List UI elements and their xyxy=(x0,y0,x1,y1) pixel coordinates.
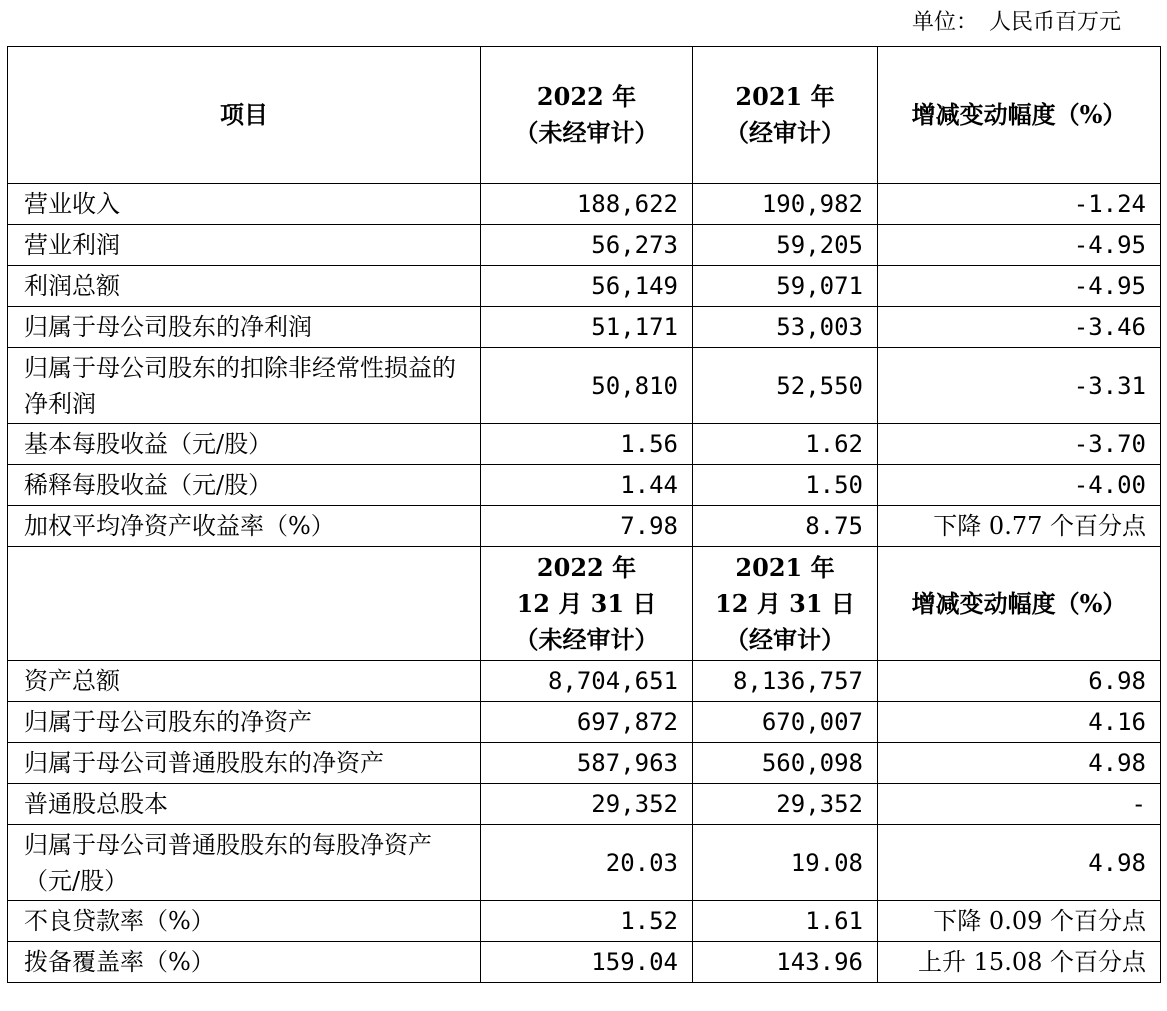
value-change: -4.95 xyxy=(878,266,1161,307)
header-2021-date-year: 2021 年 xyxy=(735,552,835,582)
value-2021: 59,071 xyxy=(693,266,878,307)
value-2022: 29,352 xyxy=(481,784,693,825)
header-2022-date-day: 12 月 31 日 xyxy=(516,588,657,618)
row-label: 加权平均净资产收益率（%） xyxy=(8,506,481,547)
header-2022 xyxy=(481,47,693,184)
value-2022: 1.44 xyxy=(481,465,693,506)
row-label: 营业利润 xyxy=(8,225,481,266)
header-2022-date-year: 2022 年 xyxy=(536,552,637,582)
value-2021: 19.08 xyxy=(693,825,878,901)
table-row xyxy=(8,743,1161,784)
value-2022: 8,704,651 xyxy=(481,661,693,702)
header-2022-year: 2022 年 xyxy=(536,82,637,111)
row-label: 归属于母公司股东的净资产 xyxy=(8,702,481,743)
value-2021: 190,982 xyxy=(693,184,878,225)
value-2022: 56,273 xyxy=(481,225,693,266)
row-label: 利润总额 xyxy=(8,266,481,307)
row-label: 稀释每股收益（元/股） xyxy=(8,465,481,506)
row-label: 普通股总股本 xyxy=(8,784,481,825)
row-label: 营业收入 xyxy=(8,184,481,225)
header-2021-date xyxy=(693,547,878,661)
header-row-period xyxy=(8,47,1161,184)
value-2021: 53,003 xyxy=(693,307,878,348)
header-change-2: 增减变动幅度（%） xyxy=(878,547,1161,661)
header-change: 增减变动幅度（%） xyxy=(878,47,1161,184)
value-2022: 51,171 xyxy=(481,307,693,348)
table-row xyxy=(8,784,1161,825)
row-label: 基本每股收益（元/股） xyxy=(8,424,481,465)
header-2021-date-status: （经审计） xyxy=(725,624,845,654)
table-row xyxy=(8,942,1161,983)
table-row xyxy=(8,465,1161,506)
value-2022: 50,810 xyxy=(481,348,693,424)
table-row xyxy=(8,901,1161,942)
value-2021: 8,136,757 xyxy=(693,661,878,702)
header-row-date xyxy=(8,547,1161,661)
value-2022: 1.52 xyxy=(481,901,693,942)
value-2022: 1.56 xyxy=(481,424,693,465)
table-row xyxy=(8,184,1161,225)
value-change: 4.16 xyxy=(878,702,1161,743)
row-label: 归属于母公司股东的扣除非经常性损益的净利润 xyxy=(8,348,481,424)
header-2022-date xyxy=(481,547,693,661)
value-2022: 159.04 xyxy=(481,942,693,983)
row-label: 归属于母公司股东的净利润 xyxy=(8,307,481,348)
header-2021-year: 2021 年 xyxy=(735,82,835,111)
header-2021-status: （经审计） xyxy=(725,118,845,147)
table-row xyxy=(8,225,1161,266)
financial-summary-table xyxy=(7,46,1161,983)
value-change xyxy=(878,942,1161,983)
header-2021-date-day: 12 月 31 日 xyxy=(715,588,855,618)
header-2022-date-status: （未经审计） xyxy=(514,624,659,654)
value-change: -3.70 xyxy=(878,424,1161,465)
value-change xyxy=(878,901,1161,942)
table-row xyxy=(8,266,1161,307)
header-2021 xyxy=(693,47,878,184)
value-change: -3.31 xyxy=(878,348,1161,424)
value-2021: 1.61 xyxy=(693,901,878,942)
value-change xyxy=(878,506,1161,547)
value-change: -4.00 xyxy=(878,465,1161,506)
change-text: 下降 0.09 个百分点 xyxy=(933,907,1146,935)
change-text: 下降 0.77 个百分点 xyxy=(933,512,1146,540)
value-2022: 697,872 xyxy=(481,702,693,743)
header-item: 项目 xyxy=(8,47,481,184)
value-change: - xyxy=(878,784,1161,825)
value-change: -4.95 xyxy=(878,225,1161,266)
change-text: 上升 15.08 个百分点 xyxy=(918,948,1146,976)
value-change: 4.98 xyxy=(878,825,1161,901)
value-change: -3.46 xyxy=(878,307,1161,348)
unit-note: 单位： 人民币百万元 xyxy=(911,10,1121,35)
row-label: 归属于母公司普通股股东的每股净资产（元/股） xyxy=(8,825,481,901)
row-label: 资产总额 xyxy=(8,661,481,702)
header-2022-status: （未经审计） xyxy=(514,118,659,147)
row-label: 拨备覆盖率（%） xyxy=(8,942,481,983)
table-row xyxy=(8,424,1161,465)
value-2021: 1.50 xyxy=(693,465,878,506)
value-change: 4.98 xyxy=(878,743,1161,784)
value-2022: 188,622 xyxy=(481,184,693,225)
value-2021: 670,007 xyxy=(693,702,878,743)
value-change: -1.24 xyxy=(878,184,1161,225)
value-2022: 20.03 xyxy=(481,825,693,901)
table-row xyxy=(8,348,1161,424)
value-2022: 7.98 xyxy=(481,506,693,547)
table-row xyxy=(8,307,1161,348)
value-2021: 52,550 xyxy=(693,348,878,424)
value-2021: 59,205 xyxy=(693,225,878,266)
value-2021: 29,352 xyxy=(693,784,878,825)
table-row xyxy=(8,825,1161,901)
table-row xyxy=(8,702,1161,743)
value-2022: 587,963 xyxy=(481,743,693,784)
value-2021: 143.96 xyxy=(693,942,878,983)
value-change: 6.98 xyxy=(878,661,1161,702)
value-2022: 56,149 xyxy=(481,266,693,307)
value-2021: 1.62 xyxy=(693,424,878,465)
table-row xyxy=(8,661,1161,702)
value-2021: 560,098 xyxy=(693,743,878,784)
header-item-blank xyxy=(8,547,481,661)
value-2021: 8.75 xyxy=(693,506,878,547)
table-row xyxy=(8,506,1161,547)
row-label: 归属于母公司普通股股东的净资产 xyxy=(8,743,481,784)
row-label: 不良贷款率（%） xyxy=(8,901,481,942)
